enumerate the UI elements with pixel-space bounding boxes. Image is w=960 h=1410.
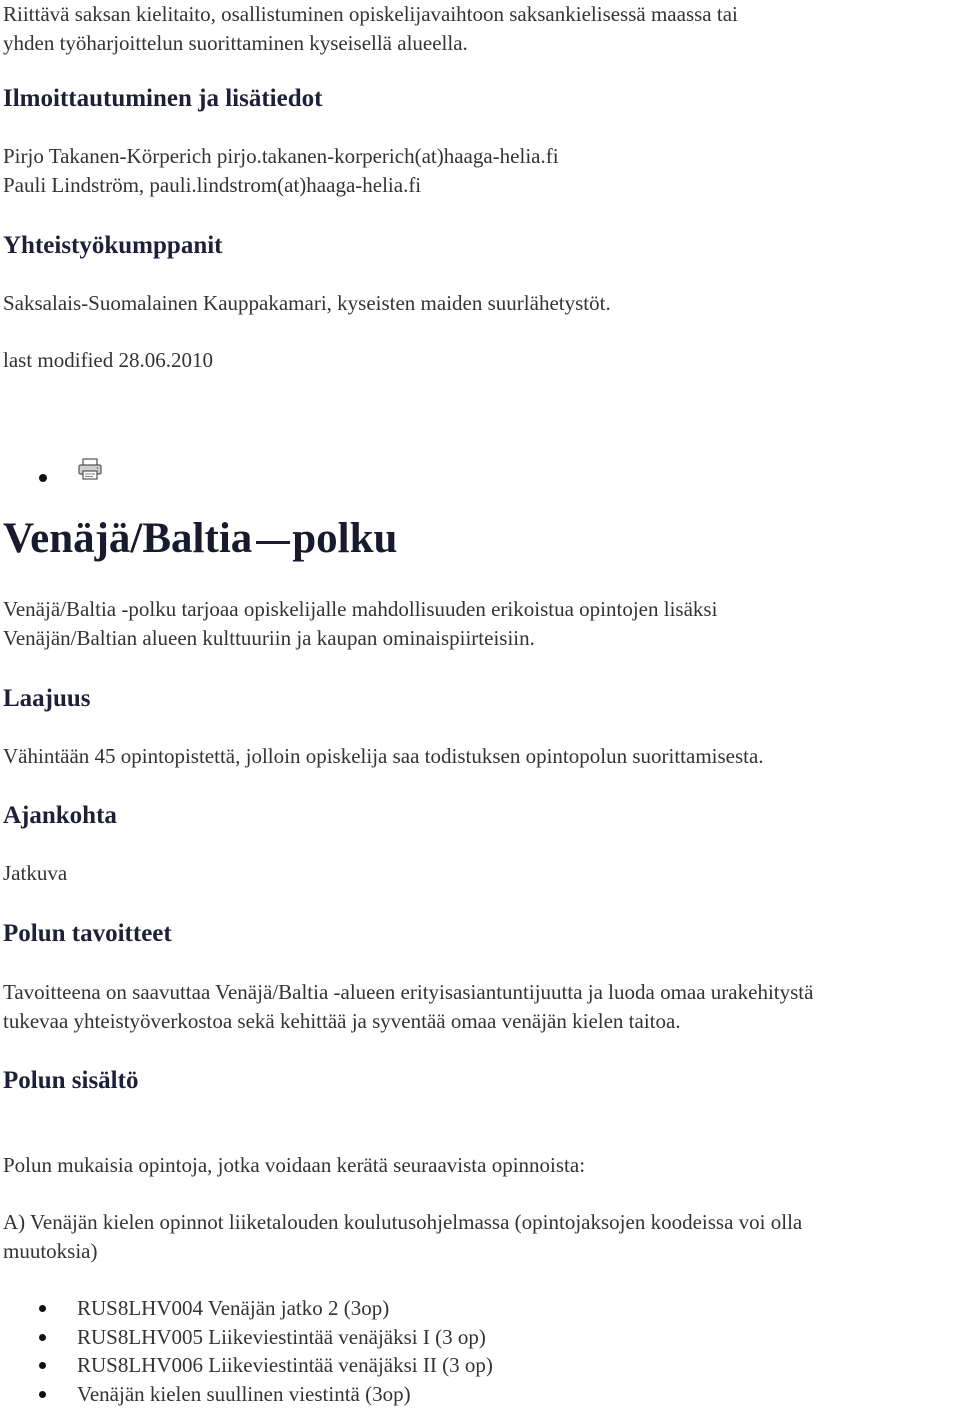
partners-text-block	[3, 289, 958, 318]
intro-line-1: Riittävä saksan kielitaito, osallistuminen opiskelijavaihtoon saksankielisessä maassa tai	[3, 2, 738, 26]
contact-line-2: Pauli Lindström, pauli.lindstrom(at)haaga-helia.fi	[3, 173, 422, 197]
path-title-block	[3, 514, 958, 564]
timing-text: Jatkuva	[3, 861, 68, 885]
scope-heading-block	[3, 684, 958, 714]
scope-text-block	[3, 742, 958, 771]
section-a-line-2: muutoksia)	[3, 1239, 98, 1263]
scope-text: Vähintään 45 opintopistettä, jolloin opiskelija saa todistuksen opintopolun suorittamisesta.	[3, 744, 764, 768]
course-label: RUS8LHV005 Liikeviestintää venäjäksi I (3 op)	[77, 1324, 486, 1349]
partners-text: Saksalais-Suomalainen Kauppakamari, kyseisten maiden suurlähetystöt.	[3, 291, 611, 315]
list-item	[3, 1351, 958, 1380]
registration-heading-block	[3, 84, 958, 114]
goals-line-2: tukevaa yhteistyöverkostoa sekä kehittää ja syventää omaa venäjän kielen taitoa.	[3, 1009, 681, 1033]
timing-text-block	[3, 859, 958, 888]
course-label: RUS8LHV006 Liikeviestintää venäjäksi II (3 op)	[77, 1353, 493, 1377]
course-list	[3, 1294, 958, 1408]
intro-line-2: yhden työharjoittelun suorittaminen kyseisellä alueella.	[3, 31, 468, 55]
goals-heading: Polun tavoitteet	[3, 920, 172, 947]
bullet-icon	[39, 1362, 46, 1369]
path-description-line-2: Venäjän/Baltian alueen kulttuuriin ja kaupan ominaispiirteisiin.	[3, 626, 535, 650]
content-heading: Polun sisältö	[3, 1067, 139, 1094]
course-label: RUS8LHV004 Venäjän jatko 2 (3op)	[77, 1296, 390, 1320]
partners-heading: Yhteistyökumppanit	[3, 232, 223, 259]
title-dash	[256, 541, 290, 544]
timing-heading-block	[3, 801, 958, 831]
section-a-line-1: A) Venäjän kielen opinnot liiketalouden koulutusohjelmassa (opintojaksojen koodeissa voi olla	[3, 1210, 803, 1234]
last-modified-block	[3, 346, 958, 375]
registration-heading: Ilmoittautuminen ja lisätiedot	[3, 85, 323, 112]
timing-heading: Ajankohta	[3, 802, 117, 829]
goals-text	[3, 978, 958, 1036]
registration-contacts	[3, 142, 958, 200]
contact-line-1: Pirjo Takanen-Körperich pirjo.takanen-korperich(at)haaga-helia.fi	[3, 144, 559, 168]
intro-paragraph	[3, 0, 958, 58]
bullet-icon	[39, 474, 47, 482]
partners-heading-block	[3, 231, 958, 261]
path-description-line-1: Venäjä/Baltia -polku tarjoaa opiskelijalle mahdollisuuden erikoistua opintojen lisäksi	[3, 597, 718, 621]
list-item	[3, 1294, 958, 1323]
list-item	[3, 1380, 958, 1409]
path-title-part-2: polku	[292, 515, 398, 562]
bullet-icon	[39, 1334, 46, 1341]
goals-heading-block	[3, 919, 958, 949]
bullet-icon	[39, 1391, 46, 1398]
path-description	[3, 595, 958, 653]
list-item	[3, 1323, 958, 1352]
bullet-icon	[39, 1305, 46, 1312]
goals-line-1: Tavoitteena on saavuttaa Venäjä/Baltia -alueen erityisasiantuntijuutta ja luoda omaa urakehitystä	[3, 980, 814, 1004]
content-intro: Polun mukaisia opintoja, jotka voidaan kerätä seuraavista opinnoista:	[3, 1153, 586, 1177]
content-intro-block	[3, 1151, 958, 1180]
last-modified: last modified 28.06.2010	[3, 348, 213, 372]
scope-heading: Laajuus	[3, 685, 91, 712]
printer-icon[interactable]	[77, 458, 103, 480]
content-heading-block	[3, 1066, 958, 1096]
path-title	[3, 514, 958, 564]
path-title-part-1: Venäjä/Baltia	[3, 515, 253, 562]
course-list-block	[3, 1294, 958, 1408]
course-label: Venäjän kielen suullinen viestintä (3op)	[77, 1381, 411, 1406]
print-list-item	[3, 458, 958, 494]
section-a	[3, 1208, 958, 1266]
